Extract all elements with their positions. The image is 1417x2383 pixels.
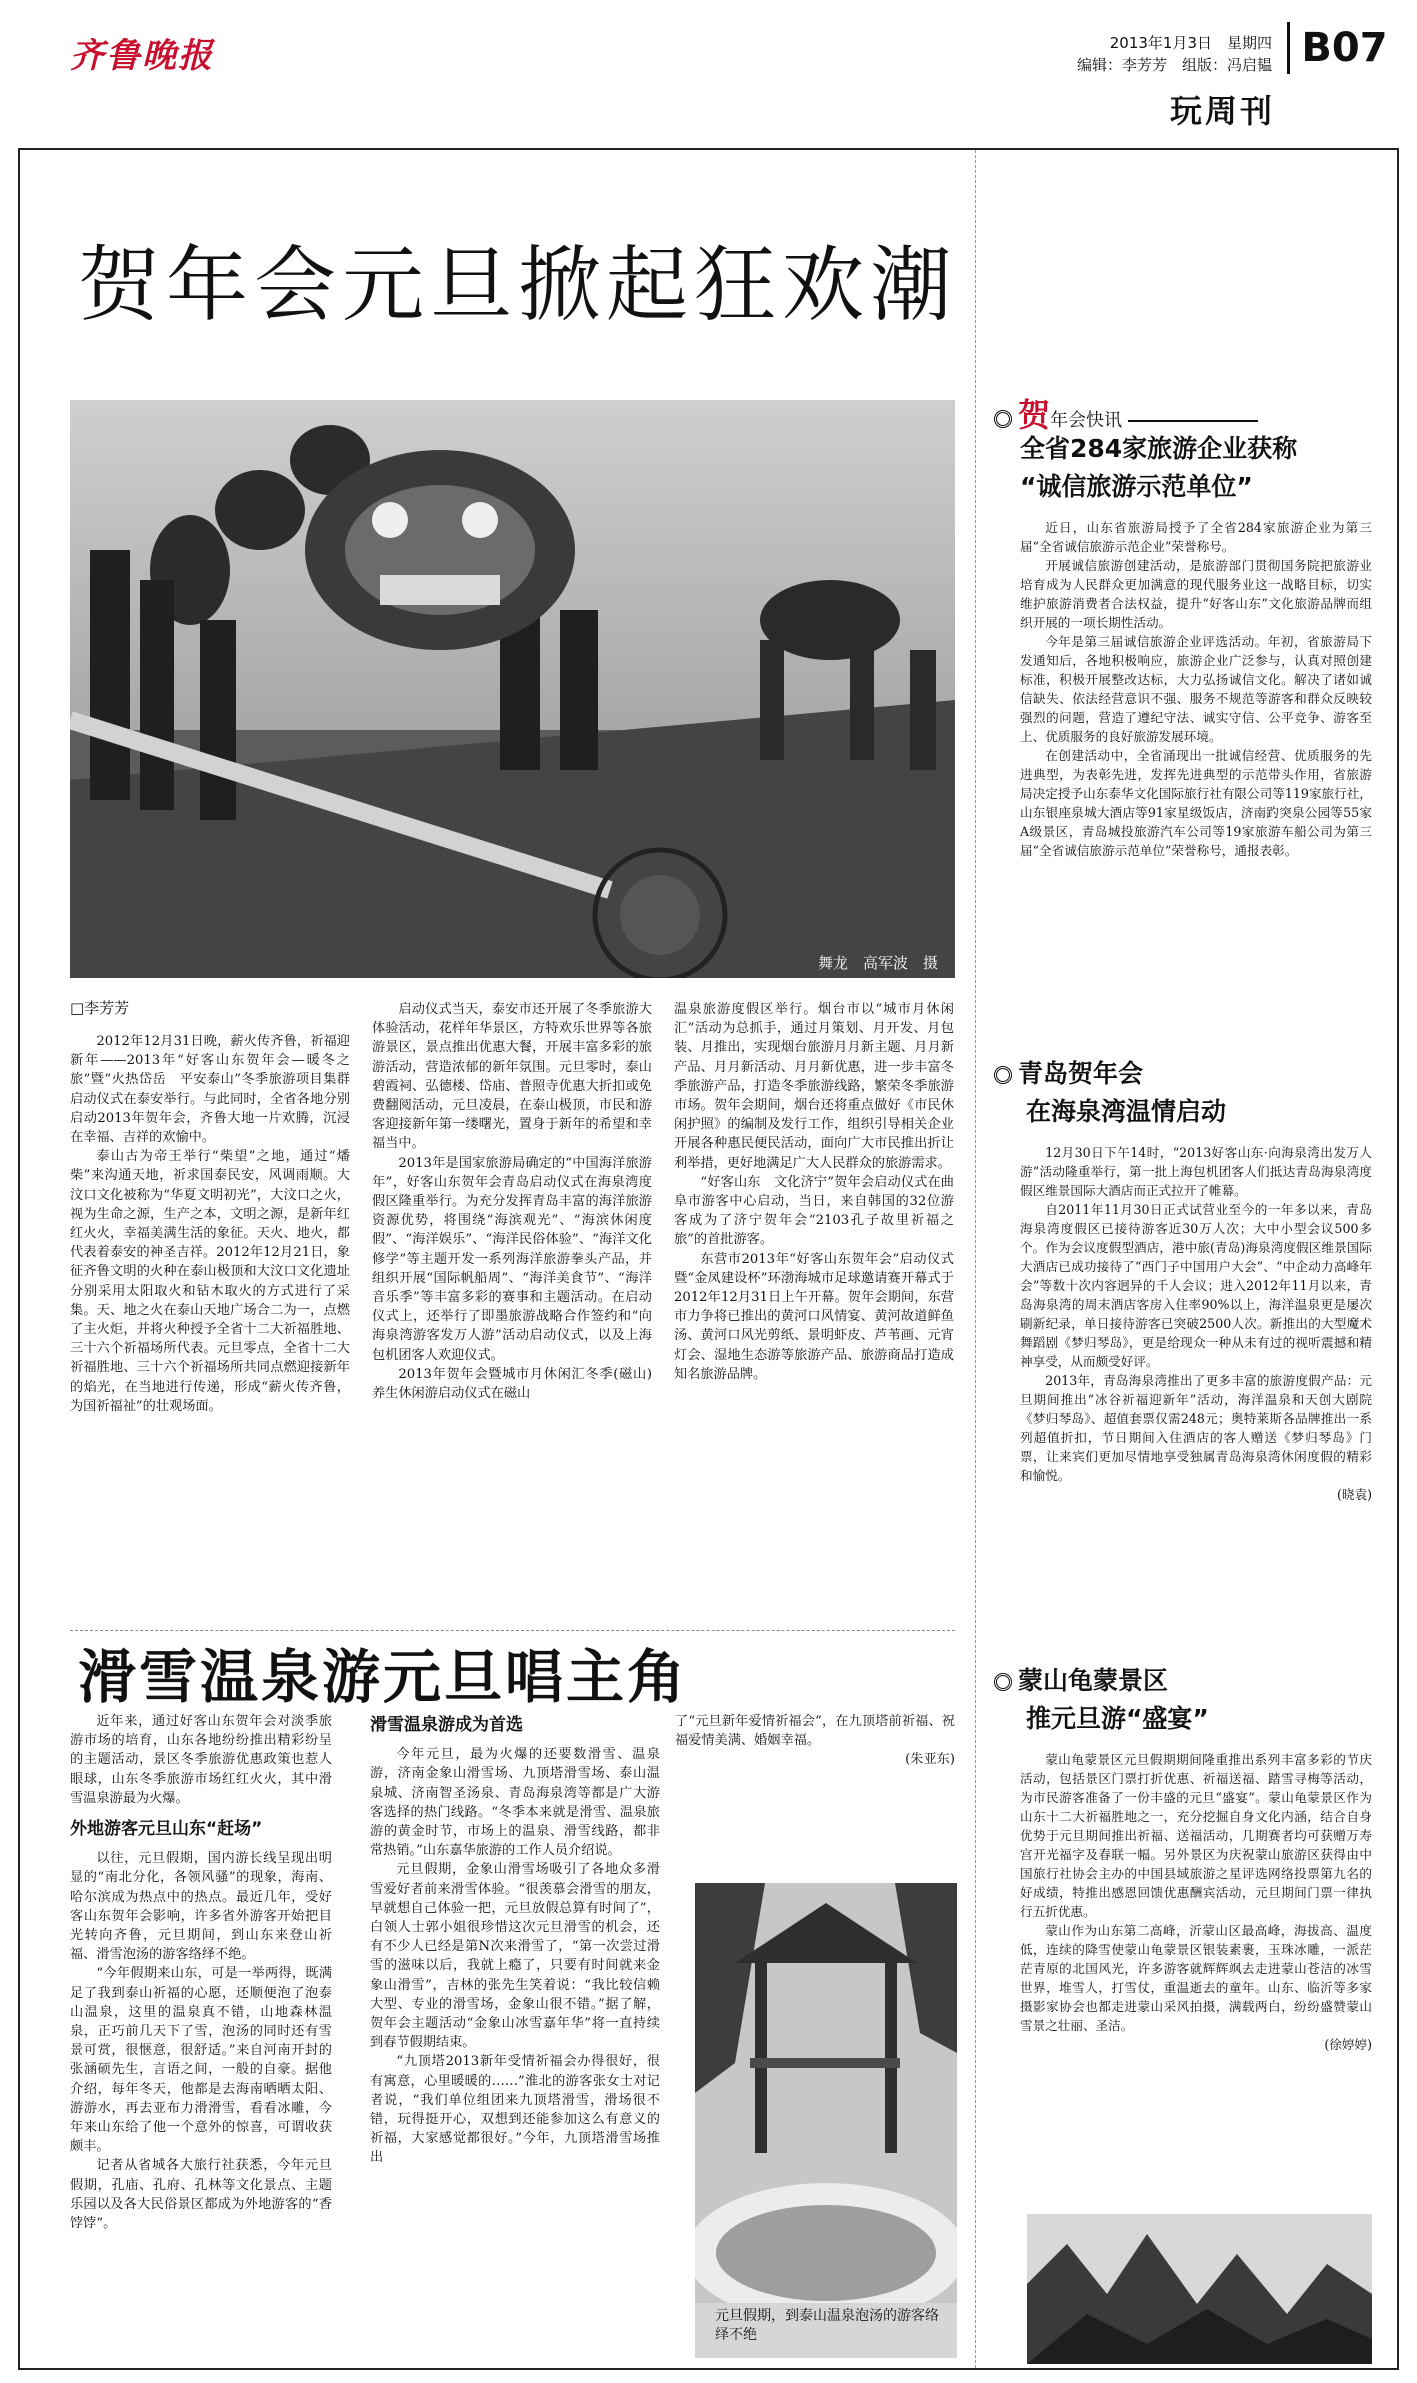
- story-title: 蒙山龟蒙景区: [994, 1662, 1372, 1700]
- paragraph: 蒙山作为山东第二高峰，沂蒙山区最高峰，海拔高、温度低，连续的降雪使蒙山龟蒙景区银装素裹，玉珠冰雕，一派茫茫青原的北国风光，许多游客就辉辉飒去走进蒙山苍洁的冰雪世界，堆雪人，打雪仗，重温逝去的童年。山东、临沂等多家摄影家协会也都走进蒙山采风拍摄，满载两白，纷纷盛赞蒙山雪景之壮丽、圣洁。: [1020, 1923, 1372, 2033]
- editors-line: 编辑：李芳芳 组版：冯启韫: [1076, 56, 1272, 74]
- paragraph: 以往，元旦假期，国内游长线呈现出明显的“南北分化，各领风骚”的现象，海南、哈尔滨成为热点中的热点。最近几年，受好客山东贺年会影响，许多省外游客开始把目光转向齐鲁，元旦期间，到山东来登山祈福、滑雪泡汤的游客络绎不绝。: [70, 1851, 332, 1963]
- tag-text: 年会快讯: [1050, 410, 1123, 431]
- paragraph: 记者从省城各大旅行社获悉，今年元旦假期，孔庙、孔府、孔林等文化景点、主题乐园以及各大民俗景区都成为外地游客的“香饽饽”。: [70, 2158, 332, 2232]
- tag-char: 贺: [1018, 396, 1051, 434]
- page-number: B07: [1287, 22, 1399, 74]
- intro-paragraph: 近年来，通过好客山东贺年会对淡季旅游市场的培育，山东各地纷纷推出精彩纷呈的主题活动，景区冬季旅游优惠政策也惹人眼球，山东冬季旅游市场红红火火，其中滑雪温泉游最为火爆。: [70, 1714, 332, 1806]
- paragraph: 12月30日下午14时，“2013好客山东·向海泉湾出发万人游”活动隆重举行，第一批上海包机团客人们抵达青岛海泉湾度假区维景国际大酒店而正式拉开了帷幕。: [1020, 1145, 1372, 1198]
- ski-column-1: [70, 1712, 332, 2233]
- story-body: [994, 1750, 1372, 2054]
- story-body: [994, 1143, 1372, 1504]
- subhead-1: 外地游客元旦山东“赶场”: [70, 1819, 263, 1840]
- sidebar-story-1: [1020, 430, 1372, 860]
- story-title: 青岛贺年会: [994, 1055, 1372, 1093]
- paragraph: 蒙山龟蒙景区元旦假期期间隆重推出系列丰富多彩的节庆活动，包括景区门票打折优惠、祈福送福、踏雪寻梅等活动，为市民游客准备了一份丰盛的元旦“盛宴”。蒙山龟蒙景区作为山东十二大祈福胜地之一，充分挖掘自身文化内涵，结合自身优势于元旦期间推出祈福、送福活动，几期赛者均可获赠万寿宫开光福字及春联一幅。另外景区为庆祝蒙山旅游区获得由中国旅行社协会主办的中国县域旅游之星评选网络投票第九名的好成绩，特推出感恩回馈优惠酬宾活动，元旦期间门票一律执行五折优惠。: [1020, 1752, 1372, 1919]
- paragraph: 在创建活动中，全省涌现出一批诚信经营、优质服务的先进典型，为表彰先进，发挥先进典型的示范带头作用，省旅游局决定授予山东泰华文化国际旅行社有限公司等119家旅行社，山东银座泉城大酒店等91家星级饭店，济南趵突泉公园等55家A级景区，青岛城投旅游汽车公司等19家旅游车船公司为第三届“全省诚信旅游示范单位”荣誉称号，通报表彰。: [1020, 748, 1372, 858]
- bullet-icon: [994, 1066, 1012, 1084]
- sidebar-story-3: [994, 1662, 1372, 2054]
- paragraph: 开展诚信旅游创建活动，是旅游部门贯彻国务院把旅游业培育成为人民群众更加满意的现代服务业这一战略目标，切实维护旅游消费者合法权益，提升“好客山东”文化旅游品牌而组织开展的一项长期性活动。: [1020, 558, 1372, 630]
- photo-credit: 舞龙 高军波 摄: [818, 954, 939, 972]
- lead-column-3: [674, 1000, 954, 1384]
- paragraph: 今年是第三届诚信旅游企业评选活动。年初，省旅游局下发通知后，各地积极响应，旅游企业广泛参与，认真对照创建标准，积极开展整改达标，大力弘扬诚信文化。解决了诸如诚信缺失、依法经营意识不强、服务不规范等游客和群众反映较强烈的问题，营造了遵纪守法、诚实守信、公平竞争、游客至上、优质服务的良好旅游发展环境。: [1020, 634, 1372, 744]
- masthead-logo: 齐鲁晚报: [70, 36, 214, 76]
- paragraph: 东营市2013年“好客山东贺年会”启动仪式暨“金凤建设杯”环渤海城市足球邀请赛开幕式于2012年12月31日上午开幕。贺年会期间，东营市力争将已推出的黄河口风情宴、黄河故道鲜鱼汤、黄河口风光剪纸、景明虾皮、芦苇画、元宵灯会、湿地生态游等旅游产品、旅游商品打造成知名旅游品牌。: [674, 1251, 954, 1382]
- author: (徐婷婷): [1324, 2037, 1372, 2052]
- issue-date: 2013年1月3日 星期四: [1109, 34, 1272, 52]
- paragraph: 近日，山东省旅游局授予了全省284家旅游企业为第三届“全省诚信旅游示范企业”荣誉称号。: [1020, 520, 1372, 554]
- paragraph: “好客山东 文化济宁”贺年会启动仪式在曲阜市游客中心启动，当日，来自韩国的32位游客成为了济宁贺年会“2103孔子故里祈福之旅”的首批游客。: [674, 1174, 954, 1248]
- story-title: 推元旦游“盛宴”: [1026, 1704, 1209, 1733]
- tag-rule: [1128, 420, 1258, 422]
- paragraph: 2013年贺年会暨城市月休闲汇冬季(磁山)养生休闲游启动仪式在磁山: [372, 1366, 652, 1402]
- sidebar-story-2: [994, 1055, 1372, 1504]
- paragraph: 温泉旅游度假区举行。烟台市以“城市月休闲汇”活动为总抓手，通过月策划、月开发、月包装、月推出，实现烟台旅游月月新主题、月月新产品、月月新活动、月月新优惠，进一步丰富冬季旅游产品，打造冬季旅游线路，繁荣冬季旅游市场。贺年会期间，烟台还将重点做好《市民休闲护照》的编制及发行工作，组织引导相关企业开展各种惠民便民活动，面向广大市民推出折让利举措，更好地满足广大人民群众的旅游需求。: [674, 1002, 954, 1171]
- story-title: 在海泉湾温情启动: [1026, 1097, 1227, 1126]
- paragraph: 自2011年11月30日正式试营业至今的一年多以来，青岛海泉湾度假区已接待游客近30万人次；大中小型会议500多个。作为会议度假型酒店，港中旅(青岛)海泉湾度假区维景国际大酒店已成功接待了“西门子中国用户大会”、“中企动力高峰年会”等数十次内容迥异的千人会议；进入2012年11月以来，青岛海泉湾的周末酒店客房入住率90%以上，海洋温泉更是屡次刷新纪录，单日接待游客已突破2500人次。新推出的大型魔术舞蹈剧《梦归琴岛》，更是给现众一种从未有过的视听震撼和精神享受，从而颇受好评。: [1020, 1202, 1372, 1369]
- lead-headline: 贺年会元旦掀起狂欢潮: [78, 238, 959, 333]
- column-divider: [975, 150, 976, 2368]
- photo-caption: 元旦假期，到泰山温泉泡汤的游客络绎不绝: [715, 2308, 939, 2343]
- paragraph: 2012年12月31日晚，薪火传齐鲁，祈福迎新年——2013年“好客山东贺年会—暖冬之旅”暨“火热岱岳 平安泰山”冬季旅游项目集群启动仪式在泰安举行。与此同时，全省各地分别启动2013年贺年会，齐鲁大地一片欢腾，沉浸在幸福、吉祥的欢愉中。: [70, 1034, 350, 1146]
- mengshan-photo: [1027, 2214, 1372, 2364]
- paragraph: 2013年是国家旅游局确定的“中国海洋旅游年”，好客山东贺年会青岛启动仪式在海泉湾度假区隆重举行。为充分发挥青岛丰富的海洋旅游资源优势，将围绕“海滨观光”、“海滨休闲度假”、“海洋娱乐”、“海洋民俗体验”、“海洋文化修学”等主题开发一系列海洋旅游拳头产品，并组织开展“国际帆船周”、“海洋美食节”、“海洋音乐季”等丰富多彩的赛事和主题活动。在启动仪式上，还举行了即墨旅游战略合作签约和“向海泉湾游客发万人游”活动启动仪式，以及上海包机团客人欢迎仪式。: [372, 1155, 652, 1363]
- hot-spring-photo: [695, 1883, 957, 2358]
- ski-column-2: [370, 1712, 660, 2168]
- lead-column-1: [70, 1032, 350, 1416]
- paragraph: “九顶塔2013新年受情祈福会办得很好，很有寓意，心里暖暖的……”淮北的游客张女士对记者说，“我们单位组团来九顶塔滑雪，滑场很不错，玩得挺开心，双想到还能参加这么有意义的祈福，大家感觉都很好。”今年，九顶塔滑雪场推出: [370, 2054, 660, 2166]
- dragon-dance-photo: [70, 400, 955, 978]
- ski-column-3: [675, 1712, 955, 1770]
- author: (晓袁): [1336, 1487, 1372, 1502]
- paragraph: “今年假期来山东，可是一举两得，既满足了我到泰山祈福的心愿，还顺便泡了泡泰山温泉，这里的温泉真不错，山地森林温泉，正巧前几天下了雪，泡汤的同时还有雪景可赏，很惬意，很舒适。”来自河南开封的张涵硕先生，言语之间，一般的自豪。据他介绍，每年冬天，他都是去海南晒晒太阳、游游水，再去亚布力滑滑雪，看看冰雕，今年来山东给了他一个意外的惊喜，可谓收获颇丰。: [70, 1966, 332, 2155]
- paragraph: 了“元旦新年爱情祈福会”，在九顶塔前祈福、祝福爱情美满、婚姻幸福。: [675, 1714, 955, 1749]
- byline: □李芳芳: [70, 999, 130, 1017]
- bullet-icon: [994, 1673, 1012, 1691]
- ski-headline: 滑雪温泉游元旦唱主角: [78, 1643, 689, 1711]
- section-name: 玩周刊: [1169, 92, 1275, 130]
- story-title: 全省284家旅游企业获称: [1020, 434, 1298, 463]
- author: (朱亚东): [905, 1752, 955, 1768]
- paragraph: 启动仪式当天，泰安市还开展了冬季旅游大体验活动，花样年华景区，方特欢乐世界等各旅游景区，景点推出优惠大餐，开展丰富多彩的旅游活动，营造浓郁的新年氛围。元旦零时，泰山碧霞祠、弘德楼、岱庙、普照寺优惠大折扣或免费翻阅活动，元旦凌晨，在泰山极顶，市民和游客迎接新年第一缕曙光，置身于新年的希望和幸福当中。: [372, 1002, 652, 1152]
- paragraph: 2013年，青岛海泉湾推出了更多丰富的旅游度假产品：元旦期间推出“冰谷祈福迎新年”活动，海洋温泉和天创大剧院《梦归琴岛》、超值套票仅需248元；奥特莱斯各品牌推出一系列超值折扣，节日期间入住酒店的客人赠送《梦归琴岛》门票，让来宾们更加尽情地享受独属青岛海泉湾休闲度假的精彩和愉悦。: [1020, 1373, 1372, 1483]
- lead-column-2: [372, 1000, 652, 1403]
- story-title: “诚信旅游示范单位”: [1020, 472, 1253, 501]
- paragraph: 今年元旦，最为火爆的还要数滑雪、温泉游，济南金象山滑雪场、九顶塔滑雪场、泰山温泉城、济南智圣汤泉、青岛海泉湾等都是广大游客选择的热门线路。“冬季本来就是滑雪、温泉旅游的黄金时节，市场上的温泉、滑雪线路，都非常热销。”山东嘉华旅游的工作人员介绍说。: [370, 1747, 660, 1859]
- bullet-icon: [994, 410, 1012, 428]
- paragraph: 泰山古为帝王举行“柴望”之地，通过“燔柴”来沟通天地，祈求国泰民安，风调雨顺。大汶口文化被称为“华夏文明初光”，大汶口之火，视为生命之源，生产之本，文明之源，是新年红红火火，幸福美满生活的象征。天火、地火，都代表着泰安的神圣吉祥。2012年12月21日，象征齐鲁文明的火种在泰山极顶和大汶口文化遗址分别采用太阳取火和钻木取火的方式进行了采集。天、地之火在泰山天地广场合二为一，点燃了主火炬，并将火种授予全省十二大祈福胜地、三十六个祈福场所代表。元旦零点，全省十二大祈福胜地、三十六个祈福场所共同点燃迎接新年的焰光，在当地进行传递，形成“薪火传齐鲁，为国祈福祉”的壮观场面。: [70, 1149, 350, 1414]
- story-body: [1020, 518, 1372, 860]
- paragraph: 元旦假期，金象山滑雪场吸引了各地众多滑雪爱好者前来滑雪体验。“很羡慕会滑雪的朋友，早就想自己体验一把，元旦放假总算有时间了”，白领人士郭小姐很珍惜这次元旦滑雪的机会，还有不少人已经是第N次来滑雪了，“第一次尝过滑雪的滋味以后，我就上瘾了，只要有时间就来金象山滑雪”，吉林的张先生笑着说：“我比较信赖大型、专业的滑雪场，金象山很不错。”据了解，贺年会主题活动“金象山冰雪嘉年华”将一直持续到春节假期结束。: [370, 1862, 660, 2051]
- subhead-2: 滑雪温泉游成为首选: [370, 1715, 523, 1735]
